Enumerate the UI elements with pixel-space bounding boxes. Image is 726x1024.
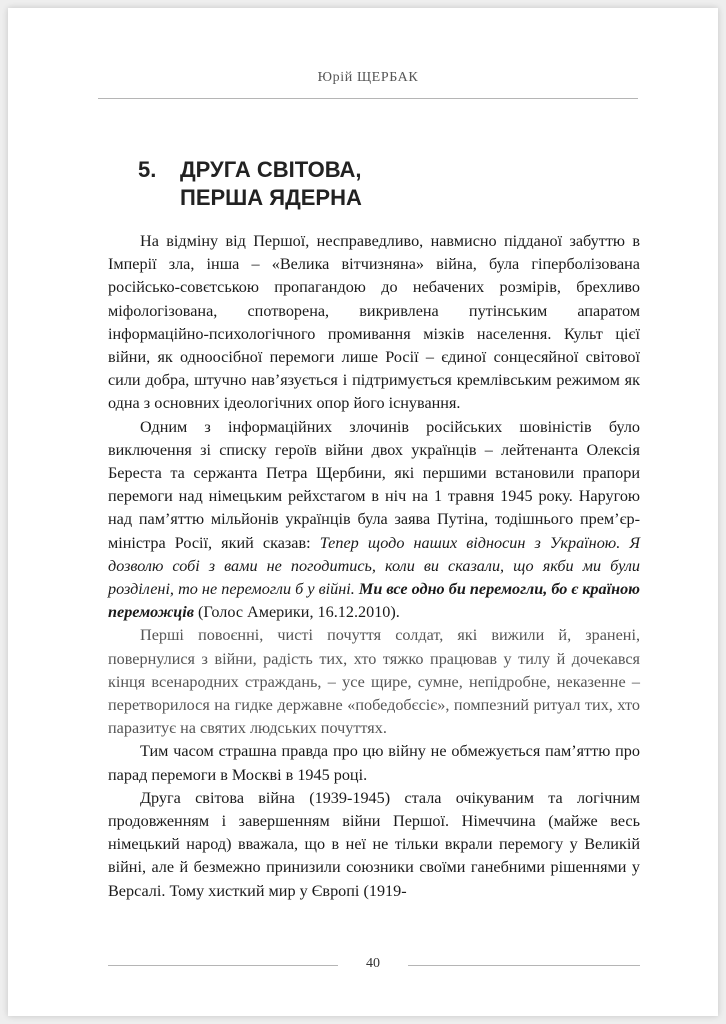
paragraph-2 <box>108 416 640 625</box>
page-number: 40 <box>366 956 380 971</box>
chapter-number: 5. <box>138 157 157 182</box>
putin-quote: Тепер щодо наших відносин з Україною. Я дозволю собі з вами не погодитись, коли ви сказали, що якби ми були розділені, то не перемогли б у війні. <box>108 533 641 599</box>
paragraph-5: Друга світова війна (1939-1945) стала очікуваним та логічним продовженням і завершенням війни Першої. Німеччина (майже весь німецький народ) вважала, що в неї не тільки вкрали перемогу у Великій війні, але й безмежно принизили союзники своїми ганебними рішеннями у Версалі. Тому хисткий мир у Європі (1919- <box>108 788 640 900</box>
running-title: Юрій ЩЕРБАК <box>317 70 419 85</box>
chapter-title-line1: ДРУГА СВІТОВА, <box>180 157 362 182</box>
quote-source: (Голос Америки, 16.12.2010). <box>194 603 400 622</box>
paragraph-4: Тим часом страшна правда про цю війну не обмежується пам’яттю про парад перемоги в Москві в 1945 році. <box>108 742 640 784</box>
book-page <box>8 8 718 1016</box>
footer-rule-right <box>408 965 640 966</box>
putin-quote-emphasis: Ми все одно би перемогли, бо є країною переможців <box>108 580 640 622</box>
header-rule <box>98 98 638 99</box>
paragraph-1: На відміну від Першої, несправедливо, навмисно підданої забуттю в Імперії зла, інша – «Велика вітчизняна» війна, була гіперболізована російсько-совєтською пропагандою до небачених розмірів, брехливо міфологізована, спотворена, викривлена путінським апаратом інформаційно-психологічного промивання мізків населення. Культ цієї війни, як одноосібної перемоги лише Росії – єдиної сонцесяйної світової сили добра, штучно нав’язується і підтримується кремлівським режимом як одна з основних ідеологічних опор його існування. <box>108 232 640 413</box>
chapter-title-line2: ПЕРША ЯДЕРНА <box>180 185 362 210</box>
footer-rule-left <box>108 965 338 966</box>
paragraph-3: Перші повоєнні, чисті почуття солдат, які вижили й, зранені, повернулися з війни, радість тих, хто тяжко працював у тилу й дочекався кінця всенародних страждань, – усе щире, сумне, непідробне, неказенне – перетворилося на гидке державне «победобєсіє», помпезний ритуал тих, хто паразитує на святих людських почуттях. <box>108 626 640 738</box>
body-text <box>108 230 640 903</box>
chapter-heading <box>138 156 362 212</box>
paragraph-2-text: Одним з інформаційних злочинів російських шовіністів було виключення зі списку героїв війни двох українців – лейтенанта Олексія Береста та сержанта Петра Щербини, які першими встановили прапори перемоги над німецьким рейхстагом в ніч на 1 травня 1945 року. Наругою над пам’яттю мільйонів українців була заява Путіна, тодішнього прем’єр-міністра Росії, який сказав: <box>108 417 640 552</box>
